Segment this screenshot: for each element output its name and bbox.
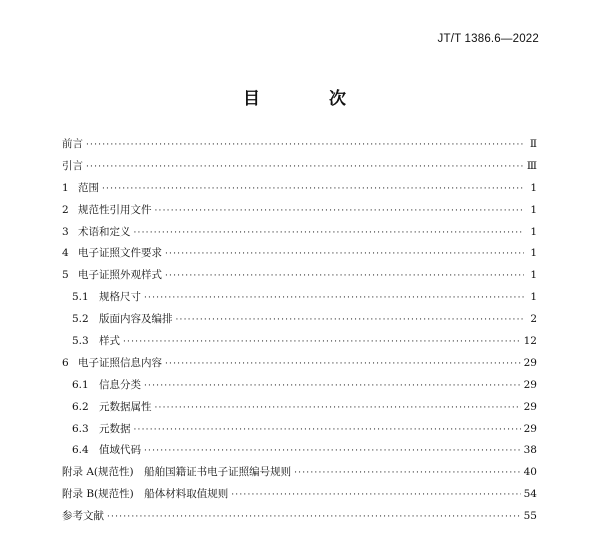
toc-entry[interactable] [62, 508, 537, 530]
toc-entry-page: 2 [530, 313, 537, 326]
toc-entry-label: 附录 A(规范性) 船舶国籍证书电子证照编号规则 [62, 466, 292, 479]
toc-entry-label: 术语和定义 [78, 225, 131, 238]
toc-entry-label: 规范性引用文件 [78, 203, 152, 216]
toc-entry[interactable] [62, 158, 537, 180]
toc-entry-number: 6 [62, 356, 69, 369]
toc-entry-page: Ⅲ [526, 159, 537, 172]
toc-entry-page: 29 [523, 356, 537, 369]
toc-entry-label: 元数据 [99, 422, 131, 435]
toc-entry-page: Ⅱ [529, 138, 537, 150]
toc-dot-leader [86, 162, 524, 172]
toc-entry-page: 38 [523, 444, 537, 457]
toc-entry-page: 1 [530, 247, 537, 260]
toc-dot-leader [165, 249, 524, 259]
toc-entry[interactable] [62, 421, 537, 443]
toc-entry-page: 1 [530, 291, 537, 304]
standard-code: JT/T 1386.6—2022 [437, 33, 539, 45]
toc-entry-number: 6.1 [72, 378, 89, 391]
toc-dot-leader [155, 206, 525, 216]
toc-dot-leader [231, 490, 520, 500]
toc-dot-leader [102, 184, 524, 194]
toc-entry-label: 范围 [78, 181, 99, 194]
toc-dot-leader [165, 359, 521, 369]
toc-entry-page: 54 [523, 488, 537, 501]
toc-entry[interactable] [62, 202, 537, 224]
toc-entry-page: 1 [530, 203, 537, 216]
toc-entry-page: 29 [523, 400, 537, 413]
toc-entry-label: 样式 [99, 335, 120, 348]
toc-dot-leader [134, 228, 525, 238]
toc-dot-leader [123, 337, 521, 347]
toc-entry[interactable] [62, 333, 537, 355]
page-title: 目 次 [243, 89, 372, 109]
toc-entry[interactable] [62, 136, 537, 158]
toc-entry-label: 信息分类 [99, 378, 141, 391]
toc-entry-label: 电子证照信息内容 [78, 356, 162, 369]
toc-entry-number: 6.4 [72, 444, 89, 457]
toc-entry-label: 附录 B(规范性) 船体材料取值规则 [62, 488, 229, 501]
toc-entry[interactable] [62, 180, 537, 202]
toc-entry-page: 1 [530, 269, 537, 282]
toc-entry[interactable] [62, 399, 537, 421]
toc-entry-number: 2 [62, 203, 69, 216]
toc-entry-label: 参考文献 [62, 510, 104, 523]
toc-entry[interactable] [62, 311, 537, 333]
toc-entry-number: 6.2 [72, 400, 89, 413]
toc-dot-leader [155, 403, 521, 413]
toc-entry-number: 4 [62, 247, 69, 260]
toc-entry-label: 版面内容及编排 [99, 313, 173, 326]
toc-entry[interactable] [62, 355, 537, 377]
toc-entry-label: 值域代码 [99, 444, 141, 457]
toc-entry-number: 5.1 [72, 291, 89, 304]
toc-entry[interactable] [62, 224, 537, 246]
toc-dot-leader [176, 315, 525, 325]
toc-entry-page: 1 [530, 181, 537, 194]
table-of-contents [62, 136, 537, 530]
toc-dot-leader [294, 468, 521, 478]
toc-entry-number: 1 [62, 181, 69, 194]
toc-entry[interactable] [62, 442, 537, 464]
toc-entry-page: 55 [523, 510, 537, 523]
toc-entry-label: 引言 [62, 159, 83, 172]
toc-entry[interactable] [62, 464, 537, 486]
toc-dot-leader [165, 271, 524, 281]
toc-entry[interactable] [62, 245, 537, 267]
toc-entry-number: 5.2 [72, 313, 89, 326]
toc-entry-label: 电子证照文件要求 [78, 247, 162, 260]
toc-entry-number: 5 [62, 269, 69, 282]
toc-dot-leader [86, 140, 524, 150]
toc-entry[interactable] [62, 377, 537, 399]
toc-entry[interactable] [62, 289, 537, 311]
toc-entry-page: 1 [530, 225, 537, 238]
toc-entry-label: 前言 [62, 138, 83, 150]
toc-entry-label: 规格尺寸 [99, 291, 141, 304]
toc-dot-leader [134, 425, 521, 435]
toc-entry-page: 12 [523, 335, 537, 348]
toc-entry-number: 5.3 [72, 335, 89, 348]
toc-entry-number: 3 [62, 225, 69, 238]
toc-entry[interactable] [62, 267, 537, 289]
toc-entry-page: 40 [523, 466, 537, 479]
toc-entry-label: 元数据属性 [99, 400, 152, 413]
toc-entry-page: 29 [523, 422, 537, 435]
toc-dot-leader [144, 381, 521, 391]
toc-entry-label: 电子证照外观样式 [78, 269, 162, 282]
toc-entry-number: 6.3 [72, 422, 89, 435]
toc-entry-page: 29 [523, 378, 537, 391]
toc-entry[interactable] [62, 486, 537, 508]
toc-dot-leader [144, 293, 524, 303]
toc-dot-leader [144, 446, 521, 456]
toc-dot-leader [107, 512, 521, 522]
